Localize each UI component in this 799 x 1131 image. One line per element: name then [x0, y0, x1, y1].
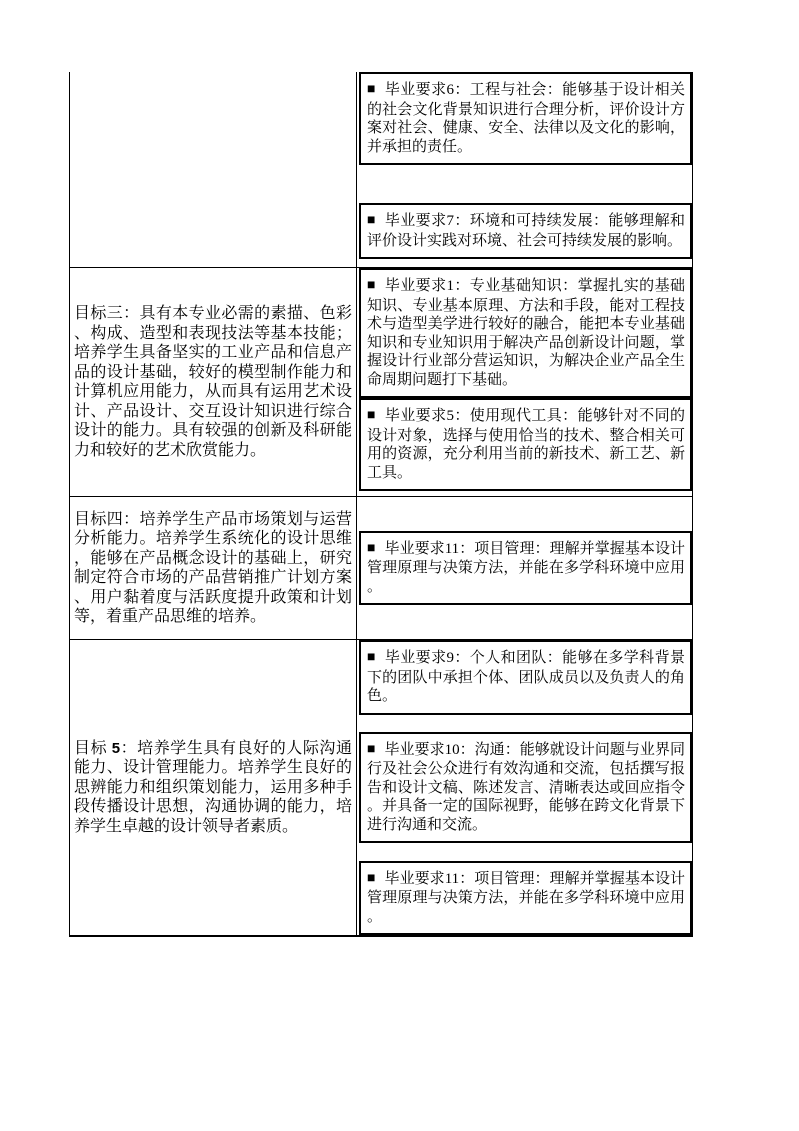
table-row — [70, 267, 692, 496]
objective-text: 目标三：具有本专业必需的素描、色彩、构成、造型和表现技法等基本技能；培养学生具备坚实的工业产品和信息产品的设计基础，较好的模型制作能力和计算机应用能力，从而具有运用艺术设计、产品设计、交互设计知识进行综合设计的能力。具有较强的创新及科研能力和较好的艺术欣赏能力。 — [74, 305, 352, 459]
requirement-text: 毕业要求1：专业基础知识：掌握扎实的基础知识、专业基本原理、方法和手段，能对工程技术与造型美学进行较好的融合，能把本专业基础知识和专业知识用于解决产品创新设计问题，掌握设计行业部分营运知识，为解决企业产品全生命周期问题打下基础。 — [367, 278, 685, 388]
requirement-text: 毕业要求9：个人和团队：能够在多学科背景下的团队中承担个体、团队成员以及负责人的角色。 — [367, 650, 685, 704]
bullet-square-icon: ■ — [367, 213, 376, 228]
requirement-box — [359, 72, 692, 165]
requirements-cell — [357, 268, 692, 496]
requirement-box — [359, 861, 692, 936]
requirement-text: 毕业要求11：项目管理：理解并掌握基本设计管理原理与决策方法，并能在多学科环境中应用。 — [367, 870, 685, 925]
requirements-cell — [357, 640, 692, 935]
requirements-cell — [357, 72, 692, 267]
bullet-square-icon: ■ — [367, 650, 376, 665]
objective-number: 5 — [111, 739, 121, 757]
objectives-requirements-table — [69, 72, 693, 937]
bullet-square-icon: ■ — [367, 870, 376, 886]
bullet-square-icon: ■ — [367, 540, 376, 556]
table-row — [70, 72, 692, 267]
requirement-box — [359, 398, 692, 491]
table-row — [70, 496, 692, 639]
bullet-square-icon: ■ — [367, 82, 376, 97]
objective-text: 目标四：培养学生产品市场策划与运营分析能力。培养学生系统化的设计思维，能够在产品概念设计的基础上，研究制定符合市场的产品营销推广计划方案、用户黏着度与活跃度提升政策和计划等，着重产品思维的培养。 — [74, 510, 352, 625]
objective-text-rest: ：培养学生具有良好的人际沟通能力、设计管理能力。培养学生良好的思辨能力和组织策划能力，运用多种手段传播设计思想，沟通协调的能力，培养学生卓越的设计领导者素质。 — [74, 739, 352, 835]
requirement-box — [359, 203, 692, 259]
objective-text-prefix: 目标 — [74, 739, 112, 757]
bullet-square-icon: ■ — [367, 741, 376, 757]
requirement-text: 毕业要求7：环境和可持续发展：能够理解和评价设计实践对环境、社会可持续发展的影响。 — [367, 213, 685, 249]
requirement-box — [359, 268, 692, 398]
requirement-box — [359, 640, 692, 715]
table-row — [70, 639, 692, 935]
requirements-cell — [357, 497, 692, 639]
requirement-text: 毕业要求10：沟通：能够就设计问题与业界同行及社会公众进行有效沟通和交流，包括撰写报告和设计文稿、陈述发言、清晰表达或回应指令。并具备一定的国际视野，能够在跨文化背景下进行沟通和交流。 — [367, 741, 685, 833]
requirement-box — [359, 531, 692, 606]
bullet-square-icon: ■ — [367, 408, 376, 423]
objective-text — [74, 739, 352, 837]
bullet-square-icon: ■ — [367, 278, 376, 293]
requirement-box — [359, 732, 692, 844]
objective-cell — [70, 640, 357, 935]
requirement-text: 毕业要求6：工程与社会：能够基于设计相关的社会文化背景知识进行合理分析，评价设计方案对社会、健康、安全、法律以及文化的影响，并承担的责任。 — [367, 82, 685, 155]
requirement-text: 毕业要求11：项目管理：理解并掌握基本设计管理原理与决策方法，并能在多学科环境中应用。 — [367, 540, 685, 595]
requirement-text: 毕业要求5：使用现代工具：能够针对不同的设计对象，选择与使用恰当的技术、整合相关可用的资源，充分利用当前的新技术、新工艺、新工具。 — [367, 408, 685, 481]
objective-cell — [70, 497, 357, 639]
objective-cell — [70, 268, 357, 496]
objective-cell — [70, 72, 357, 267]
